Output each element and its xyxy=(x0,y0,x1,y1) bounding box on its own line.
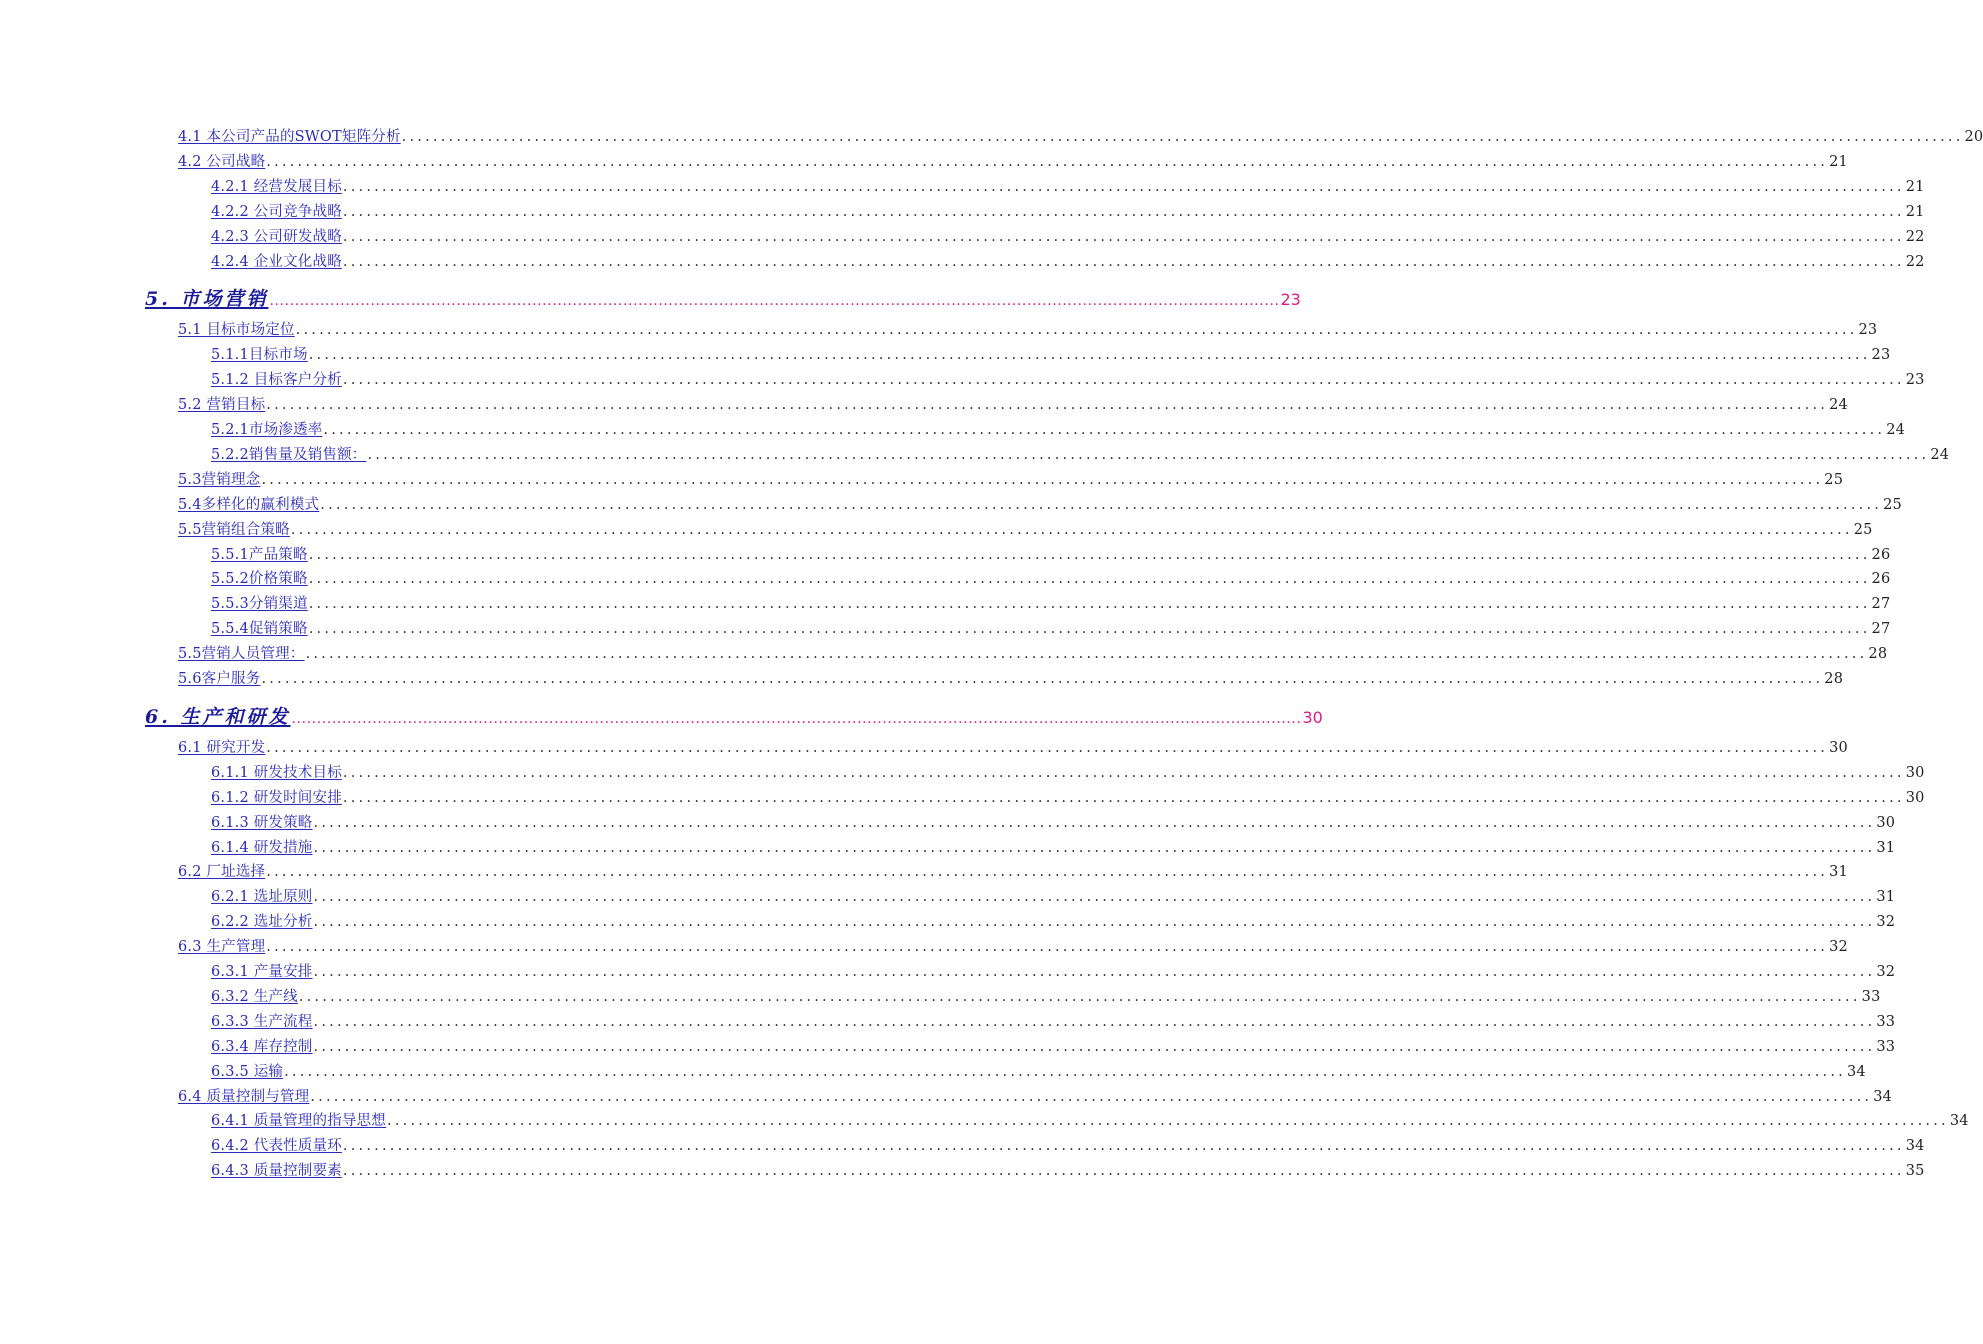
toc-entry[interactable] xyxy=(211,369,1925,391)
toc-entry-link[interactable]: 5.5.3分销渠道 xyxy=(211,596,308,613)
toc-entry-link[interactable]: 4.2.2 公司竞争战略 xyxy=(211,203,342,220)
toc-entry-link[interactable]: 5.5.4促销策略 xyxy=(211,621,308,638)
page-number: 22 xyxy=(1905,253,1925,270)
toc-entry-link[interactable]: 6.4 质量控制与管理 xyxy=(178,1088,310,1105)
dot-leader: ........................................................................................................................................................................................................ xyxy=(342,228,1905,245)
page-number: 23 xyxy=(1858,322,1878,339)
toc-entry[interactable] xyxy=(211,226,1925,248)
dot-leader: ........................................................................................................................................................................................................ xyxy=(401,129,1964,145)
toc-entry-link[interactable]: 6.1.3 研发策略 xyxy=(211,814,313,831)
dot-leader: ........................................................................................................................................................................................................ xyxy=(290,521,1853,538)
toc-entry[interactable] xyxy=(178,643,1888,665)
dot-leader: ........................................................................................................................................................................................................ xyxy=(342,178,1905,195)
toc-entry-link[interactable]: 5.5.2价格策略 xyxy=(211,571,308,588)
page-number: 31 xyxy=(1876,839,1896,856)
page-number: 26 xyxy=(1871,546,1891,563)
page-number: 30 xyxy=(1905,764,1925,781)
toc-entry-link[interactable]: 6.1.2 研发时间安排 xyxy=(211,789,342,806)
toc-entry-link[interactable]: 5.5营销组合策略 xyxy=(178,521,290,538)
toc-entry-link[interactable]: 6.4.2 代表性质量环 xyxy=(211,1138,342,1155)
toc-entry[interactable] xyxy=(211,419,1906,441)
dot-leader: ........................................................................................................................................................................................................ xyxy=(313,839,1876,856)
dot-leader: ........................................................................................................................................................................................................ xyxy=(387,1113,1949,1130)
dot-leader: ........................................................................................................................................................................................................ xyxy=(313,1038,1876,1055)
toc-entry[interactable] xyxy=(211,201,1925,223)
page-number: 33 xyxy=(1876,1038,1896,1055)
dot-leader: ........................................................................................................................................................................................................ xyxy=(269,293,1280,310)
page-number: 22 xyxy=(1905,228,1925,245)
toc-entry[interactable] xyxy=(178,394,1848,416)
toc-entry[interactable] xyxy=(211,1110,1969,1132)
page-number: 31 xyxy=(1876,889,1896,906)
toc-entry[interactable] xyxy=(178,469,1844,491)
toc-entry-link[interactable]: 6.3.1 产量安排 xyxy=(211,964,313,980)
dot-leader: ........................................................................................................................................................................................................ xyxy=(308,621,1871,638)
toc-entry[interactable] xyxy=(178,1086,1893,1108)
dot-leader: ........................................................................................................................................................................................................ xyxy=(342,764,1905,781)
page-number: 24 xyxy=(1829,397,1848,414)
page-number: 23 xyxy=(1905,372,1925,389)
page-number: 32 xyxy=(1829,939,1848,956)
dot-leader: ........................................................................................................................................................................................................ xyxy=(261,471,1824,488)
page-number: 28 xyxy=(1868,646,1888,663)
toc-entry-link[interactable]: 5.5.1产品策略 xyxy=(211,546,308,563)
dot-leader: ........................................................................................................................................................................................................ xyxy=(313,814,1876,831)
page-number: 34 xyxy=(1873,1088,1893,1105)
toc-entry[interactable] xyxy=(178,936,1848,958)
dot-leader: ........................................................................................................................................................................................................ xyxy=(313,889,1876,906)
page-number: 23 xyxy=(1871,347,1891,364)
toc-entry-link[interactable]: 4.2.1 经营发展目标 xyxy=(211,178,342,195)
page-number: 35 xyxy=(1905,1163,1925,1180)
dot-leader: ........................................................................................................................................................................................................ xyxy=(266,739,1829,756)
dot-leader: ........................................................................................................................................................................................................ xyxy=(313,914,1876,931)
toc-entry-link[interactable]: 6.3 生产管理 xyxy=(178,939,266,956)
toc-entry-link[interactable]: 6.3.3 生产流程 xyxy=(211,1013,313,1030)
toc-entry-link[interactable]: 5.1.1目标市场 xyxy=(211,347,308,364)
toc-entry-link[interactable]: 6.1.1 研发技术目标 xyxy=(211,764,342,781)
toc-entry-link[interactable]: 6.4.1 质量管理的指导思想 xyxy=(211,1113,387,1130)
toc-entry[interactable] xyxy=(211,986,1881,1008)
toc-entry[interactable] xyxy=(211,444,1950,466)
dot-leader: ........................................................................................................................................................................................................ xyxy=(308,596,1871,613)
page-number: 21 xyxy=(1905,178,1925,195)
page-number: 25 xyxy=(1883,496,1902,513)
toc-entry-link[interactable]: 5.1 目标市场定位 xyxy=(178,322,295,339)
toc-entry-link[interactable]: 5.1.2 目标客户分析 xyxy=(211,372,342,389)
toc-entry[interactable] xyxy=(211,762,1925,784)
toc-entry-link[interactable]: 5.5营销人员管理： xyxy=(178,646,305,663)
dot-leader: ........................................................................................................................................................................................................ xyxy=(342,1163,1905,1180)
page-number: 30 xyxy=(1829,739,1848,756)
toc-entry[interactable] xyxy=(211,568,1891,590)
toc-entry-link[interactable]: 6.3.2 生产线 xyxy=(211,988,298,1005)
toc-entry-link[interactable]: 5.6客户服务 xyxy=(178,671,261,687)
dot-leader: ........................................................................................................................................................................................................ xyxy=(342,253,1905,270)
toc-entry[interactable] xyxy=(178,494,1902,516)
toc-entry-link[interactable]: 6.2.2 选址分析 xyxy=(211,914,313,931)
toc-entry-link[interactable]: 6.2.1 选址原则 xyxy=(211,889,313,906)
toc-chapter-entry[interactable] xyxy=(145,285,1301,313)
toc-entry-link[interactable]: 5.2.2销售量及销售额： xyxy=(211,446,367,463)
page-number: 25 xyxy=(1824,471,1844,488)
toc-entry[interactable] xyxy=(211,1135,1925,1157)
page-number: 32 xyxy=(1876,964,1896,980)
toc-entry-link[interactable]: 5.3营销理念 xyxy=(178,471,261,488)
page-number: 23 xyxy=(1280,290,1301,310)
toc-entry-link[interactable]: 5.2.1市场渗透率 xyxy=(211,422,323,438)
toc-entry-link[interactable]: 6.2 厂址选择 xyxy=(178,864,266,881)
toc-entry[interactable] xyxy=(211,812,1896,834)
toc-entry[interactable] xyxy=(178,519,1873,541)
toc-entry[interactable] xyxy=(211,1061,1866,1083)
toc-entry[interactable] xyxy=(178,861,1848,883)
dot-leader: ........................................................................................................................................................................................................ xyxy=(266,939,1829,956)
toc-entry[interactable] xyxy=(178,668,1844,690)
toc-entry[interactable] xyxy=(211,837,1896,859)
toc-entry[interactable] xyxy=(211,176,1925,198)
dot-leader: ........................................................................................................................................................................................................ xyxy=(320,496,1883,513)
toc-entry[interactable] xyxy=(178,126,1983,148)
toc-entry[interactable] xyxy=(211,911,1896,933)
page-number: 24 xyxy=(1930,446,1950,463)
toc-entry[interactable] xyxy=(178,151,1848,173)
dot-leader: ........................................................................................................................................................................................................ xyxy=(342,203,1905,220)
toc-entry[interactable] xyxy=(211,1036,1896,1058)
toc-entry[interactable] xyxy=(211,787,1925,809)
page-number: 30 xyxy=(1876,814,1896,831)
page-number: 33 xyxy=(1876,1013,1896,1030)
dot-leader: ........................................................................................................................................................................................................ xyxy=(298,988,1861,1005)
dot-leader: ........................................................................................................................................................................................................ xyxy=(308,571,1871,588)
dot-leader: ........................................................................................................................................................................................................ xyxy=(342,1138,1905,1155)
page-number: 21 xyxy=(1829,153,1848,170)
dot-leader: ........................................................................................................................................................................................................ xyxy=(323,422,1886,438)
toc-entry[interactable] xyxy=(211,961,1896,983)
toc-entry-link[interactable]: 5.4多样化的赢利模式 xyxy=(178,496,320,513)
dot-leader: ........................................................................................................................................................................................................ xyxy=(266,864,1829,881)
page-number: 32 xyxy=(1876,914,1896,931)
dot-leader: ........................................................................................................................................................................................................ xyxy=(266,397,1829,414)
page-number: 25 xyxy=(1853,521,1873,538)
dot-leader: ........................................................................................................................................................................................................ xyxy=(266,153,1829,170)
toc-entry-link[interactable]: 6.1.4 研发措施 xyxy=(211,839,313,856)
toc-chapter-entry[interactable] xyxy=(145,703,1323,731)
toc-entry-link[interactable]: 6.3.4 库存控制 xyxy=(211,1038,313,1055)
page-number: 30 xyxy=(1302,707,1323,727)
page-number: 20 xyxy=(1964,129,1983,145)
toc-entry-link[interactable]: 5. 市场营销 xyxy=(145,288,269,311)
toc-entry-link[interactable]: 4.2.4 企业文化战略 xyxy=(211,253,342,270)
dot-leader: ........................................................................................................................................................................................................ xyxy=(305,646,1868,663)
dot-leader: ........................................................................................................................................................................................................ xyxy=(310,1088,1873,1105)
page-number: 34 xyxy=(1846,1063,1866,1080)
page-number: 27 xyxy=(1871,596,1891,613)
dot-leader: ........................................................................................................................................................................................................ xyxy=(295,322,1858,339)
dot-leader: ........................................................................................................................................................................................................ xyxy=(313,1013,1876,1030)
dot-leader: ........................................................................................................................................................................................................ xyxy=(367,446,1930,463)
dot-leader: ........................................................................................................................................................................................................ xyxy=(313,964,1876,980)
toc-entry[interactable] xyxy=(211,1160,1925,1182)
toc-entry-link[interactable]: 6. 生产和研发 xyxy=(145,705,291,728)
page-number: 26 xyxy=(1871,571,1891,588)
page-number: 33 xyxy=(1861,988,1881,1005)
dot-leader: ........................................................................................................................................................................................................ xyxy=(291,710,1302,727)
toc-entry[interactable] xyxy=(211,544,1891,566)
toc-entry[interactable] xyxy=(211,593,1891,615)
toc-entry[interactable] xyxy=(211,344,1891,366)
page-number: 28 xyxy=(1824,671,1844,687)
toc-entry-link[interactable]: 4.2.3 公司研发战略 xyxy=(211,228,342,245)
toc-entry[interactable] xyxy=(211,1011,1896,1033)
page-number: 34 xyxy=(1905,1138,1925,1155)
toc-entry[interactable] xyxy=(178,319,1878,341)
toc-entry-link[interactable]: 6.4.3 质量控制要素 xyxy=(211,1163,342,1180)
toc-entry-link[interactable]: 4.1 本公司产品的SWOT矩阵分析 xyxy=(178,129,401,145)
page-number: 21 xyxy=(1905,203,1925,220)
page-number: 30 xyxy=(1905,789,1925,806)
dot-leader: ........................................................................................................................................................................................................ xyxy=(308,546,1871,563)
dot-leader: ........................................................................................................................................................................................................ xyxy=(342,789,1905,806)
page-number: 31 xyxy=(1829,864,1848,881)
toc-entry-link[interactable]: 5.2 营销目标 xyxy=(178,397,266,414)
dot-leader: ........................................................................................................................................................................................................ xyxy=(261,671,1824,687)
toc-entry[interactable] xyxy=(211,251,1925,273)
dot-leader: ........................................................................................................................................................................................................ xyxy=(342,372,1905,389)
toc-entry-link[interactable]: 6.3.5 运输 xyxy=(211,1063,284,1080)
page-number: 34 xyxy=(1949,1113,1969,1130)
dot-leader: ........................................................................................................................................................................................................ xyxy=(284,1063,1846,1080)
toc-entry[interactable] xyxy=(211,886,1896,908)
toc-entry[interactable] xyxy=(211,618,1891,640)
page-number: 24 xyxy=(1886,422,1906,438)
toc-entry-link[interactable]: 4.2 公司战略 xyxy=(178,153,266,170)
toc-entry-link[interactable]: 6.1 研究开发 xyxy=(178,739,266,756)
toc-entry[interactable] xyxy=(178,737,1848,759)
page-number: 27 xyxy=(1871,621,1891,638)
dot-leader: ........................................................................................................................................................................................................ xyxy=(308,347,1871,364)
